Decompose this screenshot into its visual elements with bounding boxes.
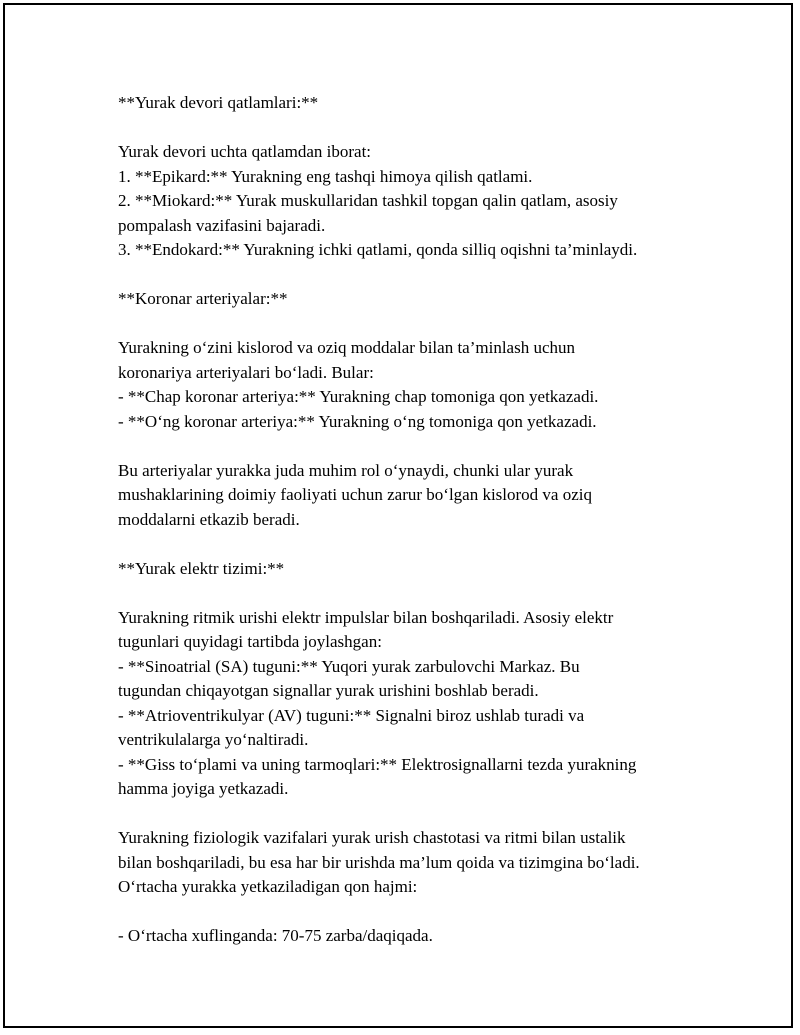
text-line: Yurakning fiziologik vazifalari yurak urish chastotasi va ritmi bilan ustalik xyxy=(118,828,626,847)
text-line: 1. **Epikard:** Yurakning eng tashqi himoya qilish qatlami. xyxy=(118,166,533,186)
text-line: - **Sinoatrial (SA) tuguni:** Yuqori yurak zarbulovchi Markaz. Bu xyxy=(118,656,580,676)
section-heading: **Koronar arteriyalar:** xyxy=(118,289,288,308)
paragraph-gap xyxy=(118,116,718,141)
document-body xyxy=(118,91,718,949)
text-line: 2. **Miokard:** Yurak muskullaridan tashkil topgan qalin qatlam, asosiy xyxy=(118,191,618,210)
text-line: mushaklarining doimiy faoliyati uchun zarur bo‘lgan kislorod va oziq xyxy=(118,485,592,504)
paragraph-gap xyxy=(118,263,718,288)
text-line: - O‘rtacha xuflinganda: 70-75 zarba/daqiqada. xyxy=(118,926,433,945)
text-line: ventrikulalarga yo‘naltiradi. xyxy=(118,730,309,749)
text-line: koronariya arteriyalari bo‘ladi. Bular: xyxy=(118,362,374,382)
text-line: - **Atrioventrikulyar (AV) tuguni:** Signalni biroz ushlab turadi va xyxy=(118,705,585,725)
text-line: - **Giss to‘plami va uning tarmoqlari:** Elektrosignallarni tezda yurakning xyxy=(118,754,637,774)
text-line: pompalash vazifasini bajaradi. xyxy=(118,215,326,235)
text-line: Yurakning o‘zini kislorod va oziq moddalar bilan ta’minlash uchun xyxy=(118,338,576,357)
text-line: Bu arteriyalar yurakka juda muhim rol o‘ynaydi, chunki ular yurak xyxy=(118,460,574,480)
text-line: moddalarni etkazib beradi. xyxy=(118,509,300,529)
paragraph-gap xyxy=(118,802,718,827)
text-line: Yurak devori uchta qatlamdan iborat: xyxy=(118,142,372,161)
text-line: - **Chap koronar arteriya:** Yurakning chap tomoniga qon yetkazadi. xyxy=(118,387,599,406)
text-line: bilan boshqariladi, bu esa har bir urishda ma’lum qoida va tizimgina bo‘ladi. xyxy=(118,852,640,872)
text-line: tugundan chiqayotgan signallar yurak urishini boshlab beradi. xyxy=(118,681,539,700)
text-line: O‘rtacha yurakka yetkaziladigan qon hajmi: xyxy=(118,877,418,896)
section-heading: **Yurak elektr tizimi:** xyxy=(118,558,285,578)
paragraph-gap xyxy=(118,434,718,459)
paragraph-gap xyxy=(118,900,718,925)
text-line: tugunlari quyidagi tartibda joylashgan: xyxy=(118,632,382,651)
text-line: - **O‘ng koronar arteriya:** Yurakning o‘ng tomoniga qon yetkazadi. xyxy=(118,411,597,431)
text-line: hamma joyiga yetkazadi. xyxy=(118,779,289,798)
paragraph-gap xyxy=(118,312,718,337)
paragraph-gap xyxy=(118,532,718,557)
paragraph-gap xyxy=(118,581,718,606)
text-line: 3. **Endokard:** Yurakning ichki qatlami, qonda silliq oqishni ta’minlaydi. xyxy=(118,240,638,259)
section-heading: **Yurak devori qatlamlari:** xyxy=(118,93,319,112)
text-line: Yurakning ritmik urishi elektr impulslar bilan boshqariladi. Asosiy elektr xyxy=(118,607,614,627)
